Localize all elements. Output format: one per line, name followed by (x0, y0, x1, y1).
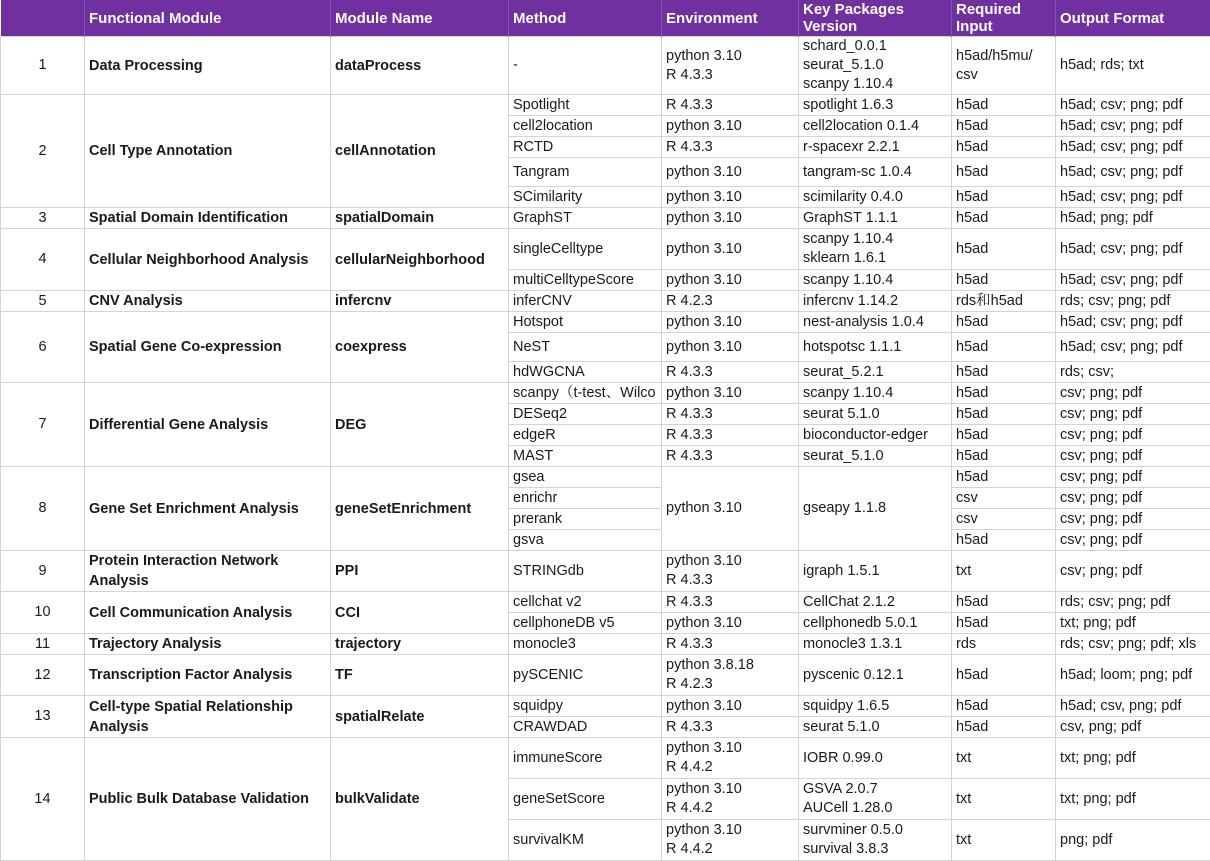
required-input: h5ad (952, 229, 1056, 270)
required-input: h5ad (952, 717, 1056, 738)
key-packages: spotlight 1.6.3 (799, 95, 952, 116)
module-name: TF (331, 655, 509, 696)
method: scanpy（t-test、Wilco (509, 383, 662, 404)
table-row (1, 291, 1210, 312)
table-row (1, 696, 1210, 717)
module-name: infercnv (331, 291, 509, 312)
output-format: rds; csv; png; pdf (1056, 291, 1210, 312)
method: enrichr (509, 488, 662, 509)
required-input: h5ad (952, 187, 1056, 208)
method: RCTD (509, 137, 662, 158)
functional-module: Cell-type Spatial Relationship Analysis (85, 696, 331, 738)
header-key-packages: Key Packages Version (799, 0, 952, 37)
required-input: h5ad (952, 425, 1056, 446)
output-format: h5ad; rds; txt (1056, 37, 1210, 95)
table-row (1, 208, 1210, 229)
row-number: 9 (1, 551, 85, 592)
required-input: h5ad (952, 333, 1056, 362)
method: pySCENIC (509, 655, 662, 696)
environment: R 4.3.3 (662, 95, 799, 116)
required-input: h5ad (952, 467, 1056, 488)
environment: python 3.8.18 R 4.2.3 (662, 655, 799, 696)
row-number: 10 (1, 592, 85, 634)
required-input: txt (952, 551, 1056, 592)
row-number: 14 (1, 738, 85, 861)
table-row (1, 592, 1210, 613)
key-packages: GSVA 2.0.7 AUCell 1.28.0 (799, 779, 952, 820)
output-format: txt; png; pdf (1056, 613, 1210, 634)
module-name: dataProcess (331, 37, 509, 95)
functional-module: Transcription Factor Analysis (85, 655, 331, 696)
table-row (1, 229, 1210, 270)
method: GraphST (509, 208, 662, 229)
output-format: csv; png; pdf (1056, 383, 1210, 404)
table-row (1, 551, 1210, 592)
environment: python 3.10 R 4.4.2 (662, 820, 799, 861)
required-input: h5ad (952, 592, 1056, 613)
required-input: h5ad (952, 362, 1056, 383)
output-format: csv; png; pdf (1056, 467, 1210, 488)
environment: python 3.10 (662, 229, 799, 270)
output-format: h5ad; csv; png; pdf (1056, 187, 1210, 208)
functional-module: Trajectory Analysis (85, 634, 331, 655)
output-format: h5ad; csv, png; pdf (1056, 696, 1210, 717)
output-format: rds; csv; png; pdf; xls (1056, 634, 1210, 655)
environment: python 3.10 (662, 116, 799, 137)
key-packages: igraph 1.5.1 (799, 551, 952, 592)
key-packages: cell2location 0.1.4 (799, 116, 952, 137)
environment: python 3.10 R 4.3.3 (662, 551, 799, 592)
required-input: h5ad (952, 383, 1056, 404)
environment: python 3.10 R 4.4.2 (662, 738, 799, 779)
output-format: h5ad; csv; png; pdf (1056, 158, 1210, 187)
key-packages: IOBR 0.99.0 (799, 738, 952, 779)
output-format: csv; png; pdf (1056, 509, 1210, 530)
required-input: h5ad (952, 158, 1056, 187)
functional-module: Cell Type Annotation (85, 95, 331, 208)
key-packages: infercnv 1.14.2 (799, 291, 952, 312)
key-packages: seurat 5.1.0 (799, 404, 952, 425)
functional-module: Protein Interaction Network Analysis (85, 551, 331, 592)
method: cellchat v2 (509, 592, 662, 613)
output-format: csv; png; pdf (1056, 488, 1210, 509)
key-packages: survminer 0.5.0 survival 3.8.3 (799, 820, 952, 861)
method: edgeR (509, 425, 662, 446)
functional-module: Data Processing (85, 37, 331, 95)
method: Spotlight (509, 95, 662, 116)
output-format: h5ad; csv; png; pdf (1056, 95, 1210, 116)
key-packages: seurat 5.1.0 (799, 717, 952, 738)
key-packages: r-spacexr 2.2.1 (799, 137, 952, 158)
method: Tangram (509, 158, 662, 187)
module-name: DEG (331, 383, 509, 467)
method: singleCelltype (509, 229, 662, 270)
output-format: h5ad; csv; png; pdf (1056, 333, 1210, 362)
row-number: 6 (1, 312, 85, 383)
required-input: h5ad (952, 95, 1056, 116)
environment: python 3.10 (662, 383, 799, 404)
key-packages: scanpy 1.10.4 sklearn 1.6.1 (799, 229, 952, 270)
required-input: rds和h5ad (952, 291, 1056, 312)
module-name: cellularNeighborhood (331, 229, 509, 291)
key-packages: gseapy 1.1.8 (799, 467, 952, 551)
key-packages: scanpy 1.10.4 (799, 270, 952, 291)
method: STRINGdb (509, 551, 662, 592)
key-packages: GraphST 1.1.1 (799, 208, 952, 229)
environment: R 4.3.3 (662, 362, 799, 383)
method: squidpy (509, 696, 662, 717)
environment: python 3.10 (662, 333, 799, 362)
output-format: png; pdf (1056, 820, 1210, 861)
method: inferCNV (509, 291, 662, 312)
method: hdWGCNA (509, 362, 662, 383)
required-input: h5ad (952, 613, 1056, 634)
environment: python 3.10 (662, 312, 799, 333)
required-input: h5ad (952, 404, 1056, 425)
environment: R 4.3.3 (662, 592, 799, 613)
environment: R 4.3.3 (662, 634, 799, 655)
table-row (1, 95, 1210, 116)
header-required-input: Required Input (952, 0, 1056, 37)
key-packages: scimilarity 0.4.0 (799, 187, 952, 208)
row-number: 3 (1, 208, 85, 229)
method: gsea (509, 467, 662, 488)
environment: R 4.3.3 (662, 446, 799, 467)
table-row (1, 37, 1210, 95)
output-format: h5ad; csv; png; pdf (1056, 312, 1210, 333)
table-row (1, 383, 1210, 404)
required-input: h5ad (952, 270, 1056, 291)
environment: python 3.10 (662, 467, 799, 551)
method: SCimilarity (509, 187, 662, 208)
module-name: spatialDomain (331, 208, 509, 229)
environment: python 3.10 (662, 208, 799, 229)
method: prerank (509, 509, 662, 530)
header-module-name: Module Name (331, 0, 509, 37)
output-format: csv; png; pdf (1056, 446, 1210, 467)
functional-module: Public Bulk Database Validation (85, 738, 331, 861)
row-number: 12 (1, 655, 85, 696)
environment: R 4.3.3 (662, 425, 799, 446)
module-name: CCI (331, 592, 509, 634)
row-number: 5 (1, 291, 85, 312)
module-name: geneSetEnrichment (331, 467, 509, 551)
table-row (1, 655, 1210, 696)
method: CRAWDAD (509, 717, 662, 738)
method: cellphoneDB v5 (509, 613, 662, 634)
method: NeST (509, 333, 662, 362)
environment: R 4.3.3 (662, 717, 799, 738)
output-format: h5ad; png; pdf (1056, 208, 1210, 229)
required-input: txt (952, 738, 1056, 779)
module-name: trajectory (331, 634, 509, 655)
environment: python 3.10 (662, 187, 799, 208)
required-input: csv (952, 509, 1056, 530)
row-number: 7 (1, 383, 85, 467)
required-input: h5ad (952, 208, 1056, 229)
key-packages: tangram-sc 1.0.4 (799, 158, 952, 187)
required-input: txt (952, 820, 1056, 861)
required-input: h5ad (952, 116, 1056, 137)
key-packages: seurat_5.1.0 (799, 446, 952, 467)
module-name: cellAnnotation (331, 95, 509, 208)
output-format: csv; png; pdf (1056, 425, 1210, 446)
method: - (509, 37, 662, 95)
table-row (1, 634, 1210, 655)
key-packages: cellphonedb 5.0.1 (799, 613, 952, 634)
row-number: 11 (1, 634, 85, 655)
functional-module: Cell Communication Analysis (85, 592, 331, 634)
output-format: csv; png; pdf (1056, 551, 1210, 592)
required-input: csv (952, 488, 1056, 509)
functional-module: Differential Gene Analysis (85, 383, 331, 467)
output-format: rds; csv; png; pdf (1056, 592, 1210, 613)
functional-module: CNV Analysis (85, 291, 331, 312)
key-packages: seurat_5.2.1 (799, 362, 952, 383)
output-format: rds; csv; (1056, 362, 1210, 383)
module-name: coexpress (331, 312, 509, 383)
module-name: bulkValidate (331, 738, 509, 861)
table-row (1, 312, 1210, 333)
environment: python 3.10 (662, 696, 799, 717)
output-format: txt; png; pdf (1056, 738, 1210, 779)
output-format: csv; png; pdf (1056, 530, 1210, 551)
method: immuneScore (509, 738, 662, 779)
header-row (1, 0, 1210, 37)
required-input: txt (952, 779, 1056, 820)
required-input: h5ad (952, 312, 1056, 333)
method: cell2location (509, 116, 662, 137)
method: monocle3 (509, 634, 662, 655)
environment: python 3.10 R 4.3.3 (662, 37, 799, 95)
key-packages: monocle3 1.3.1 (799, 634, 952, 655)
output-format: h5ad; loom; png; pdf (1056, 655, 1210, 696)
output-format: h5ad; csv; png; pdf (1056, 116, 1210, 137)
required-input: h5ad (952, 655, 1056, 696)
header-output-format: Output Format (1056, 0, 1210, 37)
functional-module: Spatial Gene Co-expression (85, 312, 331, 383)
key-packages: scanpy 1.10.4 (799, 383, 952, 404)
key-packages: schard_0.0.1 seurat_5.1.0 scanpy 1.10.4 (799, 37, 952, 95)
method: DESeq2 (509, 404, 662, 425)
output-format: csv; png; pdf (1056, 404, 1210, 425)
output-format: h5ad; csv; png; pdf (1056, 229, 1210, 270)
environment: R 4.3.3 (662, 404, 799, 425)
method: MAST (509, 446, 662, 467)
environment: python 3.10 (662, 158, 799, 187)
key-packages: hotspotsc 1.1.1 (799, 333, 952, 362)
required-input: h5ad (952, 530, 1056, 551)
output-format: h5ad; csv; png; pdf (1056, 270, 1210, 291)
required-input: h5ad (952, 137, 1056, 158)
required-input: h5ad (952, 696, 1056, 717)
environment: R 4.2.3 (662, 291, 799, 312)
method: geneSetScore (509, 779, 662, 820)
header-method: Method (509, 0, 662, 37)
header-functional-module: Functional Module (85, 0, 331, 37)
key-packages: squidpy 1.6.5 (799, 696, 952, 717)
method: multiCelltypeScore (509, 270, 662, 291)
row-number: 4 (1, 229, 85, 291)
environment: python 3.10 R 4.4.2 (662, 779, 799, 820)
header-no (1, 0, 85, 37)
functional-module: Spatial Domain Identification (85, 208, 331, 229)
environment: python 3.10 (662, 613, 799, 634)
functional-module: Cellular Neighborhood Analysis (85, 229, 331, 291)
functional-module: Gene Set Enrichment Analysis (85, 467, 331, 551)
table-row (1, 467, 1210, 488)
row-number: 2 (1, 95, 85, 208)
method: survivalKM (509, 820, 662, 861)
output-format: h5ad; csv; png; pdf (1056, 137, 1210, 158)
output-format: txt; png; pdf (1056, 779, 1210, 820)
required-input: rds (952, 634, 1056, 655)
required-input: h5ad/h5mu/ csv (952, 37, 1056, 95)
key-packages: pyscenic 0.12.1 (799, 655, 952, 696)
environment: R 4.3.3 (662, 137, 799, 158)
row-number: 8 (1, 467, 85, 551)
required-input: h5ad (952, 446, 1056, 467)
key-packages: CellChat 2.1.2 (799, 592, 952, 613)
table-row (1, 738, 1210, 779)
key-packages: nest-analysis 1.0.4 (799, 312, 952, 333)
environment: python 3.10 (662, 270, 799, 291)
method: gsva (509, 530, 662, 551)
row-number: 1 (1, 37, 85, 95)
key-packages: bioconductor-edger (799, 425, 952, 446)
row-number: 13 (1, 696, 85, 738)
header-environment: Environment (662, 0, 799, 37)
module-name: spatialRelate (331, 696, 509, 738)
output-format: csv, png; pdf (1056, 717, 1210, 738)
method: Hotspot (509, 312, 662, 333)
module-name: PPI (331, 551, 509, 592)
